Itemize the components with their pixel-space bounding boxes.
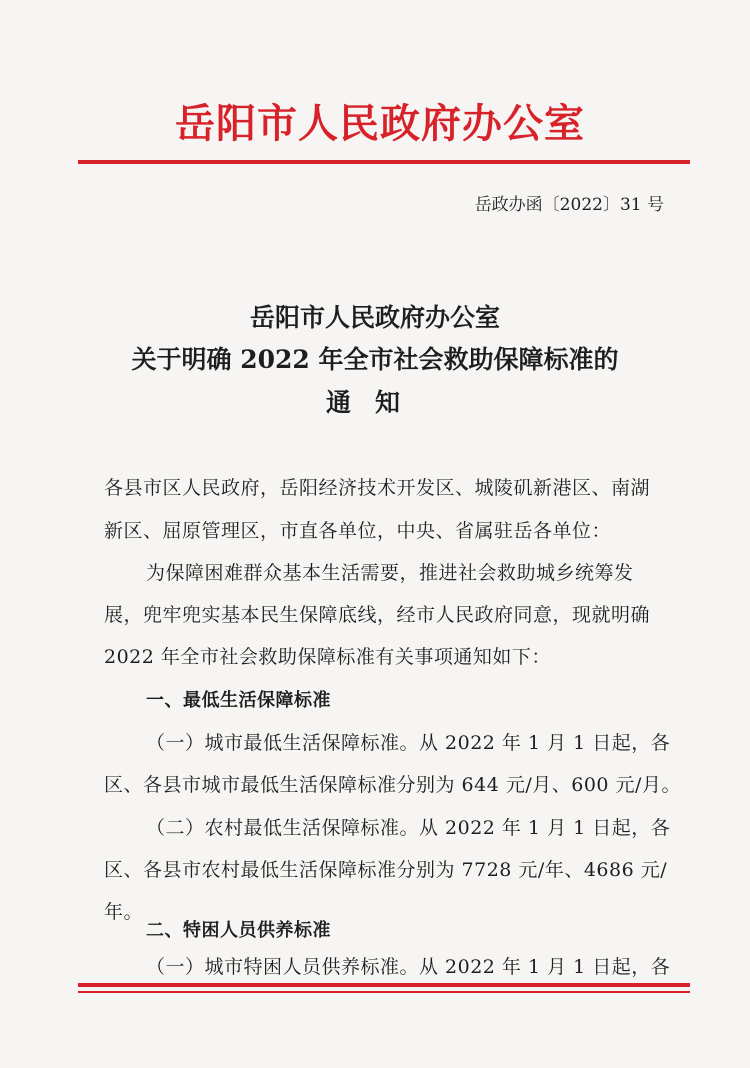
header-red-rule [78, 160, 690, 164]
addressee-line-1: 各县市区人民政府，岳阳经济技术开发区、城陵矶新港区、南湖 [104, 477, 651, 499]
section-1-item-2-line-3: 年。 [104, 901, 144, 923]
section-1-item-1-line-2: 区、各县市城市最低生活保障标准分别为 644 元/月、600 元/月。 [104, 774, 681, 796]
title-line-1: 岳阳市人民政府办公室 [249, 303, 500, 332]
section-2-item-1-line-1: （一）城市特困人员供养标准。从 2022 年 1 月 1 日起，各 [146, 956, 671, 978]
section-1-item-2-line-2: 区、各县市农村最低生活保障标准分别为 7728 元/年、4686 元/ [104, 859, 668, 881]
section-1-item-2-line-1: （二）农村最低生活保障标准。从 2022 年 1 月 1 日起，各 [146, 817, 671, 839]
section-2-heading: 二、特困人员供养标准 [146, 920, 331, 941]
footer-red-rule-thin [78, 991, 690, 993]
section-1-item-1-line-1: （一）城市最低生活保障标准。从 2022 年 1 月 1 日起，各 [146, 732, 671, 754]
title-line-3: 通知 [325, 388, 424, 417]
title-line-2: 关于明确 2022 年全市社会救助保障标准的 [131, 345, 619, 374]
section-1-heading: 一、最低生活保障标准 [146, 690, 331, 711]
intro-line-3: 2022 年全市社会救助保障标准有关事项通知如下： [104, 646, 551, 668]
document-number: 岳政办函〔2022〕31 号 [474, 195, 664, 215]
intro-line-2: 展，兜牢兜实基本民生保障底线，经市人民政府同意，现就明确 [104, 604, 651, 626]
footer-red-rule [78, 983, 690, 987]
addressee-line-2: 新区、屈原管理区，市直各单位，中央、省属驻岳各单位： [104, 520, 612, 542]
intro-line-1: 为保障困难群众基本生活需要，推进社会救助城乡统筹发 [146, 562, 634, 584]
issuing-organization-header: 岳阳市人民政府办公室 [175, 101, 585, 147]
